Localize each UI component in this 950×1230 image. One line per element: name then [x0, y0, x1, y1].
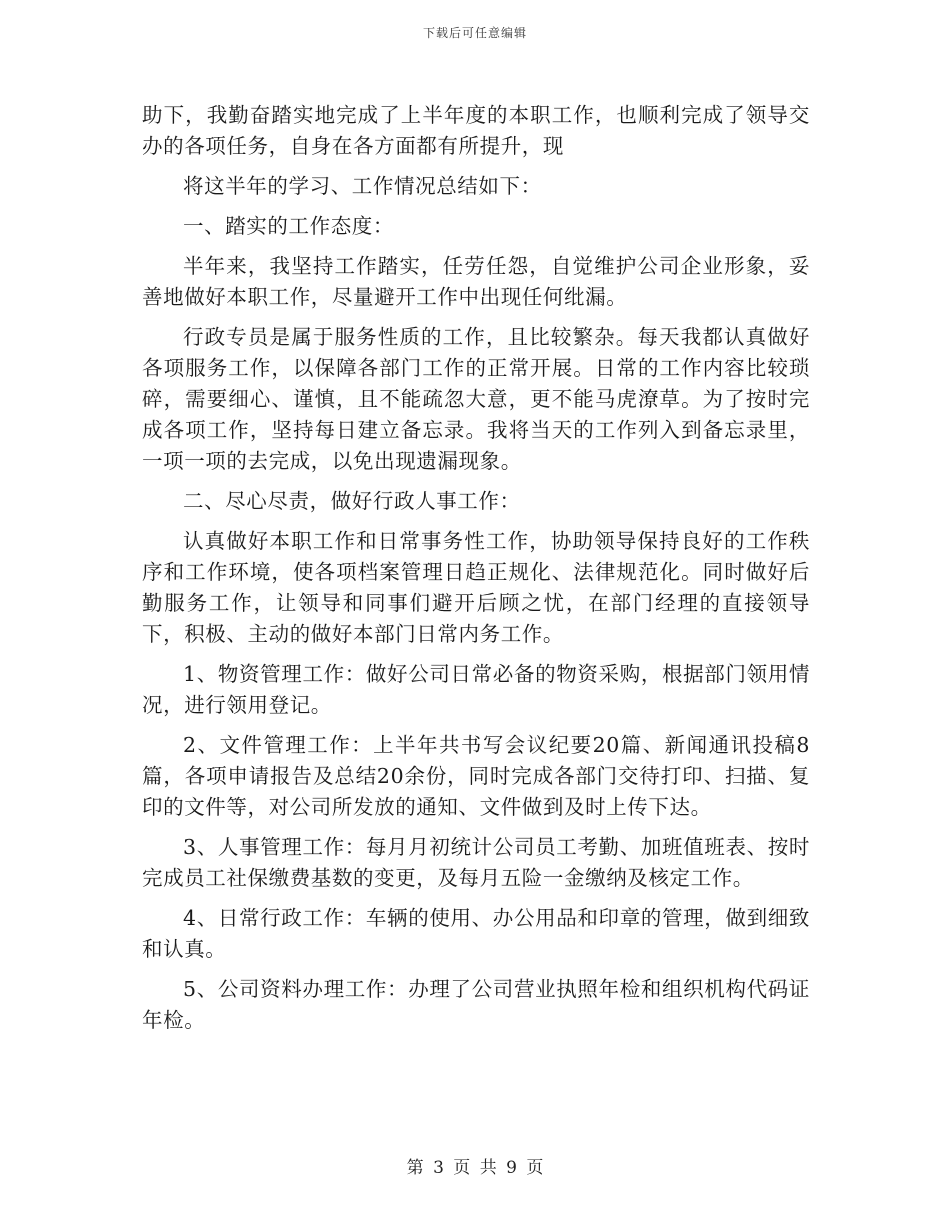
paragraph-2: 将这半年的学习、工作情况总结如下： — [183, 174, 542, 198]
paragraph-1: 助下，我勤奋踏实地完成了上半年度的本职工作，也顺利完成了领导交办的各项任务，自身在各方面都有所提升，现 — [142, 103, 810, 158]
list-item-5: 5、公司资料办理工作：办理了公司营业执照年检和组织机构代码证年检。 — [142, 977, 810, 1032]
paragraph-5: 认真做好本职工作和日常事务性工作，协助领导保持良好的工作秩序和工作环境，使各项档案管理日趋正规化、法律规范化。同时做好后勤服务工作，让领导和同事们避开后顾之忧，在部门经理的直接领导下，积极、主动的做好本部门日常内务工作。 — [142, 529, 810, 646]
list-item-3: 3、人事管理工作：每月月初统计公司员工考勤、加班值班表、按时完成员工社保缴费基数的变更，及每月五险一金缴纳及核定工作。 — [142, 835, 810, 890]
paragraph-3: 半年来，我坚持工作踏实，任劳任怨，自觉维护公司企业形象，妥善地做好本职工作，尽量避开工作中出现任何纰漏。 — [142, 254, 810, 309]
document-body — [142, 100, 810, 1045]
section-heading-2: 二、尽心尽责，做好行政人事工作： — [183, 489, 521, 513]
paragraph-4: 行政专员是属于服务性质的工作，且比较繁杂。每天我都认真做好各项服务工作，以保障各部门工作的正常开展。日常的工作内容比较琐碎，需要细心、谨慎，且不能疏忽大意，更不能马虎潦草。为了按时完成各项工作，坚持每日建立备忘录。我将当天的工作列入到备忘录里，一项一项的去完成，以免出现遗漏现象。 — [142, 325, 810, 473]
list-item-2: 2、文件管理工作：上半年共书写会议纪要20篇、新闻通讯投稿8篇，各项申请报告及总结20余份，同时完成各部门交待打印、扫描、复印的文件等，对公司所发放的通知、文件做到及时上传下达。 — [142, 733, 810, 819]
list-item-4: 4、日常行政工作：车辆的使用、办公用品和印章的管理，做到细致和认真。 — [142, 906, 810, 961]
page-header: 下载后可任意编辑 — [422, 26, 527, 40]
list-item-1: 1、物资管理工作：做好公司日常必备的物资采购，根据部门领用情况，进行领用登记。 — [142, 662, 810, 717]
page-number-footer: 第 3 页 共 9 页 — [406, 1158, 544, 1178]
section-heading-1: 一、踏实的工作态度： — [183, 214, 394, 238]
